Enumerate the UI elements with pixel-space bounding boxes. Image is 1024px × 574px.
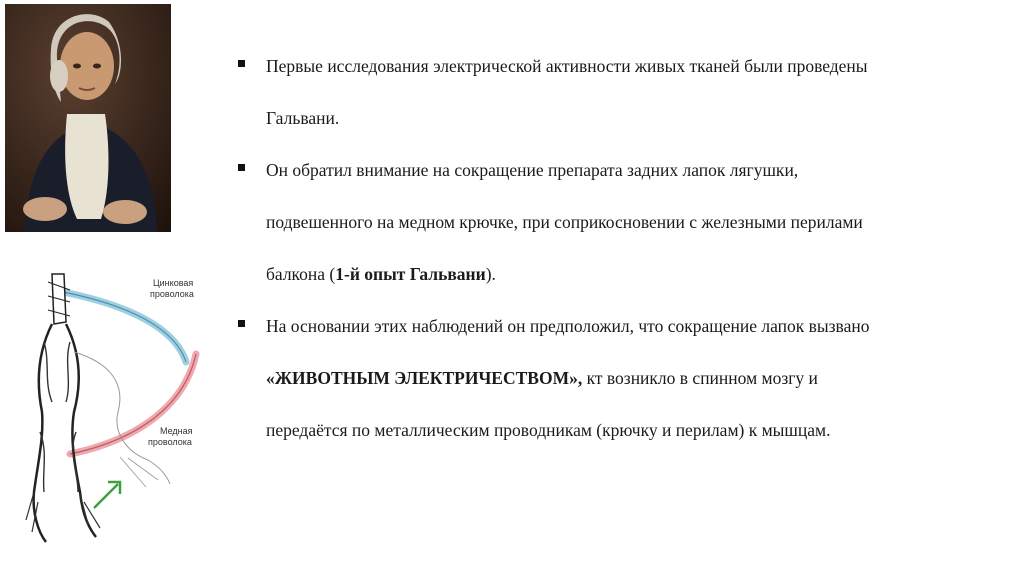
copper-label-line1: Медная (160, 426, 193, 436)
bullet-item-2 (238, 144, 1013, 300)
bullet-1-line-2: Гальвани. (266, 108, 340, 128)
portrait-image (5, 4, 171, 232)
experiment-name: 1-й опыт Гальвани (335, 264, 486, 284)
bullet-1-line-1: Первые исследования электрической активности живых тканей были проведены (266, 56, 868, 76)
bullet-3-line-3: передаётся по металлическим проводникам (крючку и перилам) к мышцам. (266, 420, 831, 440)
copper-label-line2: проволока (148, 437, 192, 447)
bullet-square-icon (238, 164, 245, 171)
bullet-square-icon (238, 320, 245, 327)
zinc-label-line2: проволока (150, 289, 194, 299)
content-text (238, 40, 1013, 456)
bullet-2-line-3-pre: балкона ( (266, 264, 336, 284)
animal-electricity-term: «ЖИВОТНЫМ ЭЛЕКТРИЧЕСТВОМ», (266, 368, 583, 388)
bullet-2-line-3 (266, 248, 1013, 300)
bullet-2-line-2: подвешенного на медном крючке, при соприкосновении с железными перилами (266, 212, 863, 232)
bullet-2-line-1: Он обратил внимание на сокращение препарата задних лапок лягушки, (266, 160, 799, 180)
bullet-item-1 (238, 40, 1013, 144)
bullet-3-line-1: На основании этих наблюдений он предположил, что сокращение лапок вызвано (266, 316, 870, 336)
bullet-item-3 (238, 300, 1013, 456)
bullet-3-line-2 (266, 352, 1013, 404)
bullet-3-line-2-post: кт возникло в спинном мозгу и (582, 368, 818, 388)
zinc-wire (63, 292, 186, 362)
bullet-square-icon (238, 60, 245, 67)
galvani-portrait (5, 4, 171, 232)
frog-leg-right (66, 324, 96, 537)
zinc-label-line1: Цинковая (153, 278, 194, 288)
frog-experiment-diagram (8, 262, 213, 552)
bullet-2-line-3-post: ). (485, 264, 496, 284)
frog-diagram-svg (8, 262, 213, 552)
arrow-icon (94, 484, 118, 508)
